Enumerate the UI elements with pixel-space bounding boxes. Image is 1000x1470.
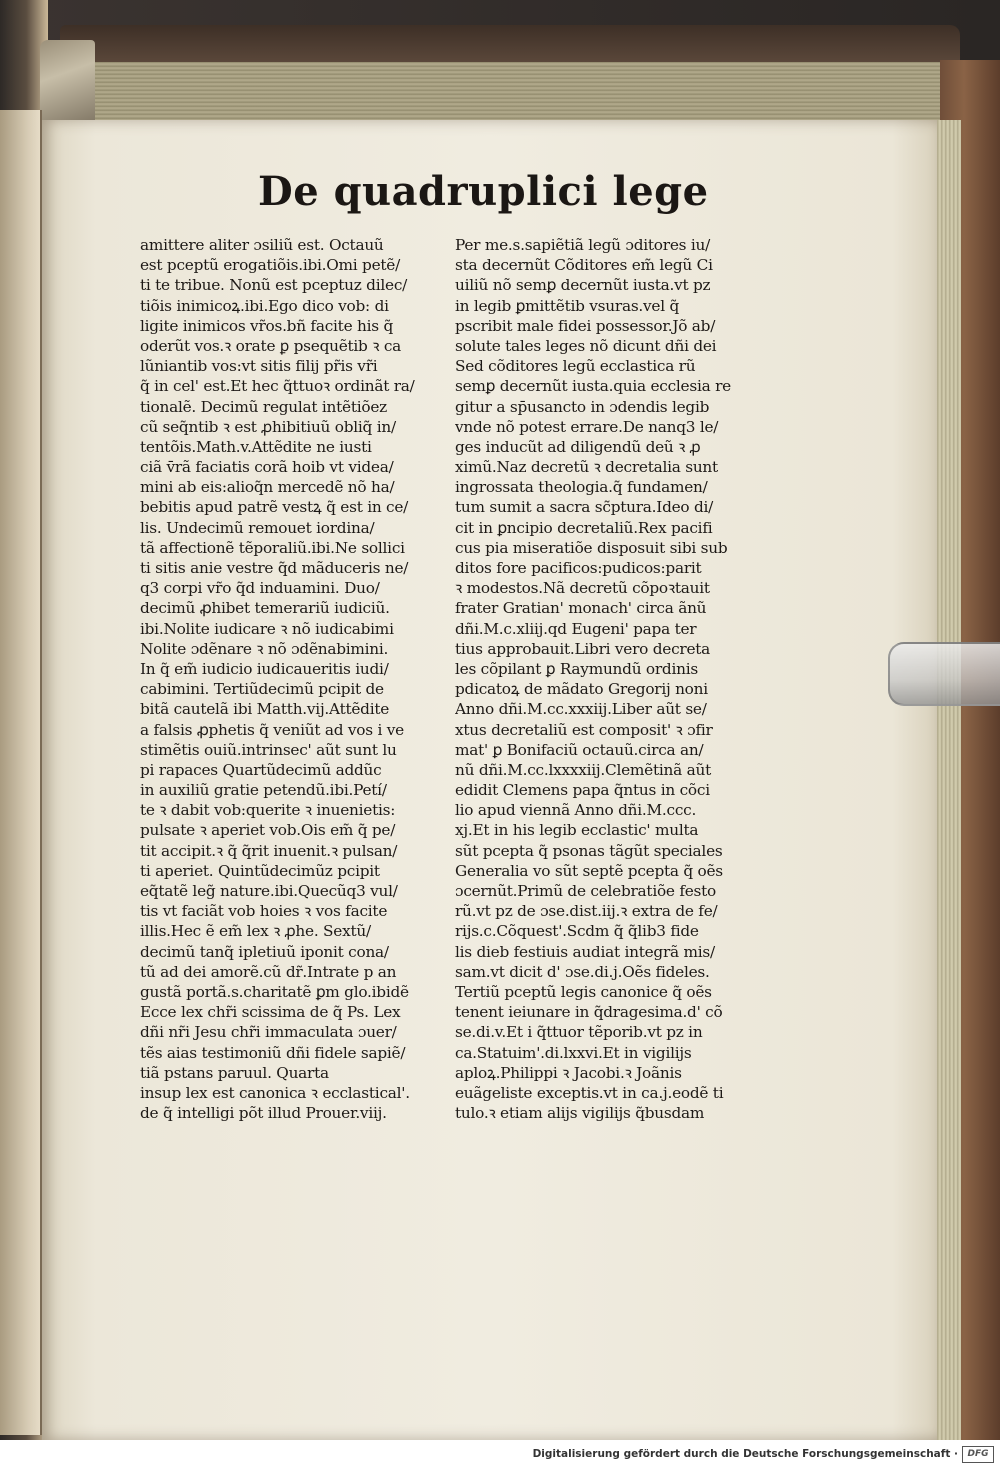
text-line: eq̃tatẽ leg̃ nature.ibi.Quecũq3 vul/ bbox=[140, 882, 398, 900]
text-line: Per me.s.sapiẽtiã legũ ɔditores iu/ bbox=[455, 236, 710, 254]
text-line: tẽs aias testimoniũ dñi fidele sapiẽ/ bbox=[140, 1043, 406, 1062]
text-line: mini ab eis:alioq̃n mercedẽ nõ ha/ bbox=[140, 478, 395, 497]
text-line: tionalẽ. Decimũ regulat intẽtiõez bbox=[140, 397, 387, 416]
text-line: ximũ.Naz decretũ ꝛ decretalia sunt bbox=[455, 458, 718, 477]
text-line: lis. Undecimũ remouet iordina/ bbox=[140, 518, 375, 537]
text-line: les cõpilant ꝑ Raymundũ ordinis bbox=[455, 659, 698, 678]
text-line: Tertiũ pceptũ legis canonice q̃ oẽs bbox=[455, 982, 712, 1001]
text-line: ditos fore pacificos:pudicos:parit bbox=[455, 559, 702, 577]
text-line: Generalia vo sũt septẽ pcepta q̃ oẽs bbox=[455, 861, 723, 880]
text-line: ibi.Nolite iudicare ꝛ nõ iudicabimi bbox=[140, 619, 394, 638]
previous-page-edge bbox=[0, 110, 42, 1435]
text-line: stimẽtis ouiũ.intrinsec' aũt sunt lu bbox=[140, 740, 397, 759]
text-line: tiã pstans paruul. Quarta bbox=[140, 1063, 329, 1082]
text-line: sta decernũt Cõditores em̃ legũ Ci bbox=[455, 256, 713, 275]
text-line: ɔcernũt.Primũ de celebratiõe festo bbox=[455, 882, 717, 900]
text-line: tum sumit a sacra sc̃ptura.Ideo di/ bbox=[455, 498, 714, 517]
text-line: a falsis ꝓphetis q̃ veniũt ad vos i ve bbox=[140, 720, 404, 739]
text-line: illis.Hec ẽ em̃ lex ꝛ ꝓhe. Sextũ/ bbox=[140, 922, 371, 941]
text-line: sam.vt dicit d' ɔse.di.j.Oẽs fideles. bbox=[455, 962, 710, 981]
text-line: tũ ad dei amorẽ.cũ dr̃.Intrate p an bbox=[140, 962, 397, 981]
text-line: vnde nõ potest errare.De nanq3 le/ bbox=[455, 417, 719, 436]
text-line: ti aperiet. Quintũdecimũz pcipit bbox=[140, 861, 380, 880]
text-line: Nolite ɔdẽnare ꝛ nõ ɔdẽnabimini. bbox=[140, 639, 389, 658]
text-line: gustã portã.s.charitatẽ ꝑm glo.ibidẽ bbox=[140, 982, 409, 1001]
text-line: tis vt faciãt vob hoies ꝛ vos facite bbox=[140, 902, 388, 921]
text-line: nũ dñi.M.cc.lxxxxiij.Clemẽtinã aũt bbox=[455, 760, 711, 779]
text-line: Ecce lex chr̃i scissima de q̃ Ps. Lex bbox=[140, 1003, 401, 1022]
text-line: ti te tribue. Nonũ est pceptuz dilec/ bbox=[140, 276, 408, 295]
page-title: De quadruplici lege bbox=[258, 168, 709, 215]
text-line: se.di.v.Et i q̃ttuor tẽporib.vt pz in bbox=[455, 1023, 703, 1042]
text-line: amittere aliter ɔsiliũ est. Octauũ bbox=[140, 236, 384, 254]
text-line: Anno dñi.M.cc.xxxiij.Liber aũt se/ bbox=[455, 700, 707, 719]
text-line: insup lex est canonica ꝛ ecclastical'. bbox=[140, 1083, 410, 1102]
text-line: pulsate ꝛ aperiet vob.Ois em̃ q̃ pe/ bbox=[140, 821, 396, 840]
text-line: Sed cõditores legũ ecclastica rũ bbox=[455, 357, 696, 376]
text-line: lio apud viennã Anno dñi.M.ccc. bbox=[455, 801, 697, 820]
text-line: pscribit male fidei possessor.Jõ ab/ bbox=[455, 316, 716, 335]
text-line: tit accipit.ꝛ q̃ q̃rit inuenit.ꝛ pulsan/ bbox=[140, 841, 398, 860]
text-line: bebitis apud patrẽ vestꝝ q̃ est in ce/ bbox=[140, 498, 409, 517]
text-line: pdicatoꝝ de mãdato Gregorij noni bbox=[455, 680, 708, 699]
text-line: tenent ieiunare in q̃dragesima.d' cõ bbox=[455, 1003, 723, 1022]
text-line: lis dieb festiuis audiat integrã mis/ bbox=[455, 942, 715, 961]
text-line: frater Gratian' monach' circa ãnũ bbox=[455, 599, 707, 618]
text-line: uiliũ nõ semꝑ decernũt iusta.vt pz bbox=[455, 276, 711, 295]
text-line: cus pia miseratiõe disposuit sibi sub bbox=[455, 538, 728, 557]
text-line: ti sitis anie vestre q̃d mãduceris ne/ bbox=[140, 559, 409, 577]
text-line: sũt pcepta q̃ psonas tãgũt speciales bbox=[455, 841, 723, 860]
text-line: tiõis inimicoꝝ.ibi.Ego dico vob: di bbox=[140, 296, 389, 315]
text-line: gitur a sp̄usancto in ɔdendis legib bbox=[455, 397, 710, 416]
text-line: cabimini. Tertiũdecimũ pcipit de bbox=[140, 680, 384, 699]
text-line: aploꝝ.Philippi ꝛ Jacobi.ꝛ Joãnis bbox=[455, 1063, 682, 1082]
text-line: euãgeliste exceptis.vt in ca.j.eodẽ ti bbox=[455, 1083, 724, 1102]
text-line: cit in ꝑncipio decretaliũ.Rex pacifi bbox=[455, 518, 713, 537]
text-line: ingrossata theologia.q̃ fundamen/ bbox=[455, 478, 708, 497]
text-line: rijs.c.Cõquest'.Scdm q̃ q̃lib3 fide bbox=[455, 922, 699, 941]
text-line: ciã v̄rã faciatis corã hoib vt videa/ bbox=[140, 458, 394, 477]
text-line: tulo.ꝛ etiam alijs vigilijs q̃busdam bbox=[455, 1104, 705, 1123]
text-line: tius approbauit.Libri vero decreta bbox=[455, 639, 711, 658]
text-line: xj.Et in his legib ecclastic' multa bbox=[455, 821, 699, 840]
text-line: mat' ꝑ Bonifaciũ octauũ.circa an/ bbox=[455, 740, 704, 759]
text-line: rũ.vt pz de ɔse.dist.iij.ꝛ extra de fe/ bbox=[455, 902, 718, 921]
text-line: cũ seq̃ntib ꝛ est ꝓhibitiuũ obliq̃ in/ bbox=[140, 417, 396, 436]
binding-cloth-tab bbox=[40, 40, 95, 125]
text-line: pi rapaces Quartũdecimũ addũc bbox=[140, 760, 382, 779]
text-line: te ꝛ dabit vob:querite ꝛ inuenietis: bbox=[140, 801, 396, 820]
text-line: ꝛ modestos.Nã decretũ cõpoꝛtauit bbox=[455, 579, 710, 598]
footer-bar bbox=[0, 1440, 1000, 1470]
text-line: oderũt vos.ꝛ orate ꝑ psequẽtib ꝛ ca bbox=[140, 336, 402, 355]
text-line: edidit Clemens papa q̃ntus in cõci bbox=[455, 781, 710, 800]
text-line: decimũ ꝓhibet temerariũ iudiciũ. bbox=[140, 599, 390, 618]
text-line: in auxiliũ gratie petendũ.ibi.Petí/ bbox=[140, 781, 387, 800]
text-column-left bbox=[140, 235, 440, 1123]
text-line: decimũ tanq̃ ipletiuũ iponit cona/ bbox=[140, 942, 389, 961]
text-line: In q̃ em̃ iudicio iudicaueritis iudi/ bbox=[140, 659, 389, 678]
page-clip bbox=[888, 642, 1000, 706]
text-line: tentõis.Math.v.Attẽdite ne iusti bbox=[140, 437, 372, 456]
text-line: semꝑ decernũt iusta.quia ecclesia re bbox=[455, 377, 731, 396]
text-line: lũniantib vos:vt sitis filij pr̃is vr̃i bbox=[140, 357, 378, 376]
text-line: tã affectionẽ tẽporaliũ.ibi.Ne sollici bbox=[140, 538, 405, 557]
page-edges-top bbox=[95, 62, 955, 124]
text-line: q̃ in cel' est.Et hec q̃ttuoꝛ ordinãt ra/ bbox=[140, 377, 415, 396]
text-line: ligite inimicos vr̃os.bñ facite his q̃ bbox=[140, 316, 393, 335]
dfg-logo-icon: DFG bbox=[962, 1446, 994, 1463]
text-line: solute tales leges nõ dicunt dñi dei bbox=[455, 336, 717, 355]
text-line: ca.Statuim'.di.lxxvi.Et in vigilijs bbox=[455, 1043, 692, 1062]
text-line: dñi nr̃i Jesu chr̃i immaculata ɔuer/ bbox=[140, 1023, 397, 1042]
text-line: de q̃ intelligi põt illud Prouer.viij. bbox=[140, 1104, 387, 1123]
funding-credit: Digitalisierung gefördert durch die Deutsche Forschungsgemeinschaft · bbox=[532, 1448, 958, 1460]
text-line: bitã cautelã ibi Matth.vij.Attẽdite bbox=[140, 700, 390, 719]
text-line: dñi.M.c.xliij.qd Eugeni' papa ter bbox=[455, 619, 697, 638]
text-line: in legib ꝑmittẽtib vsuras.vel q̃ bbox=[455, 296, 680, 315]
text-line: xtus decretaliũ est composit' ꝛ ɔfir bbox=[455, 720, 713, 739]
text-line: ges inducũt ad diligendũ deũ ꝛ ꝓ bbox=[455, 437, 701, 456]
text-line: q3 corpi vr̃o q̃d induamini. Duo/ bbox=[140, 579, 380, 598]
text-line: est pceptũ erogatiõis.ibi.Omi petẽ/ bbox=[140, 256, 401, 275]
text-column-right bbox=[455, 235, 765, 1123]
